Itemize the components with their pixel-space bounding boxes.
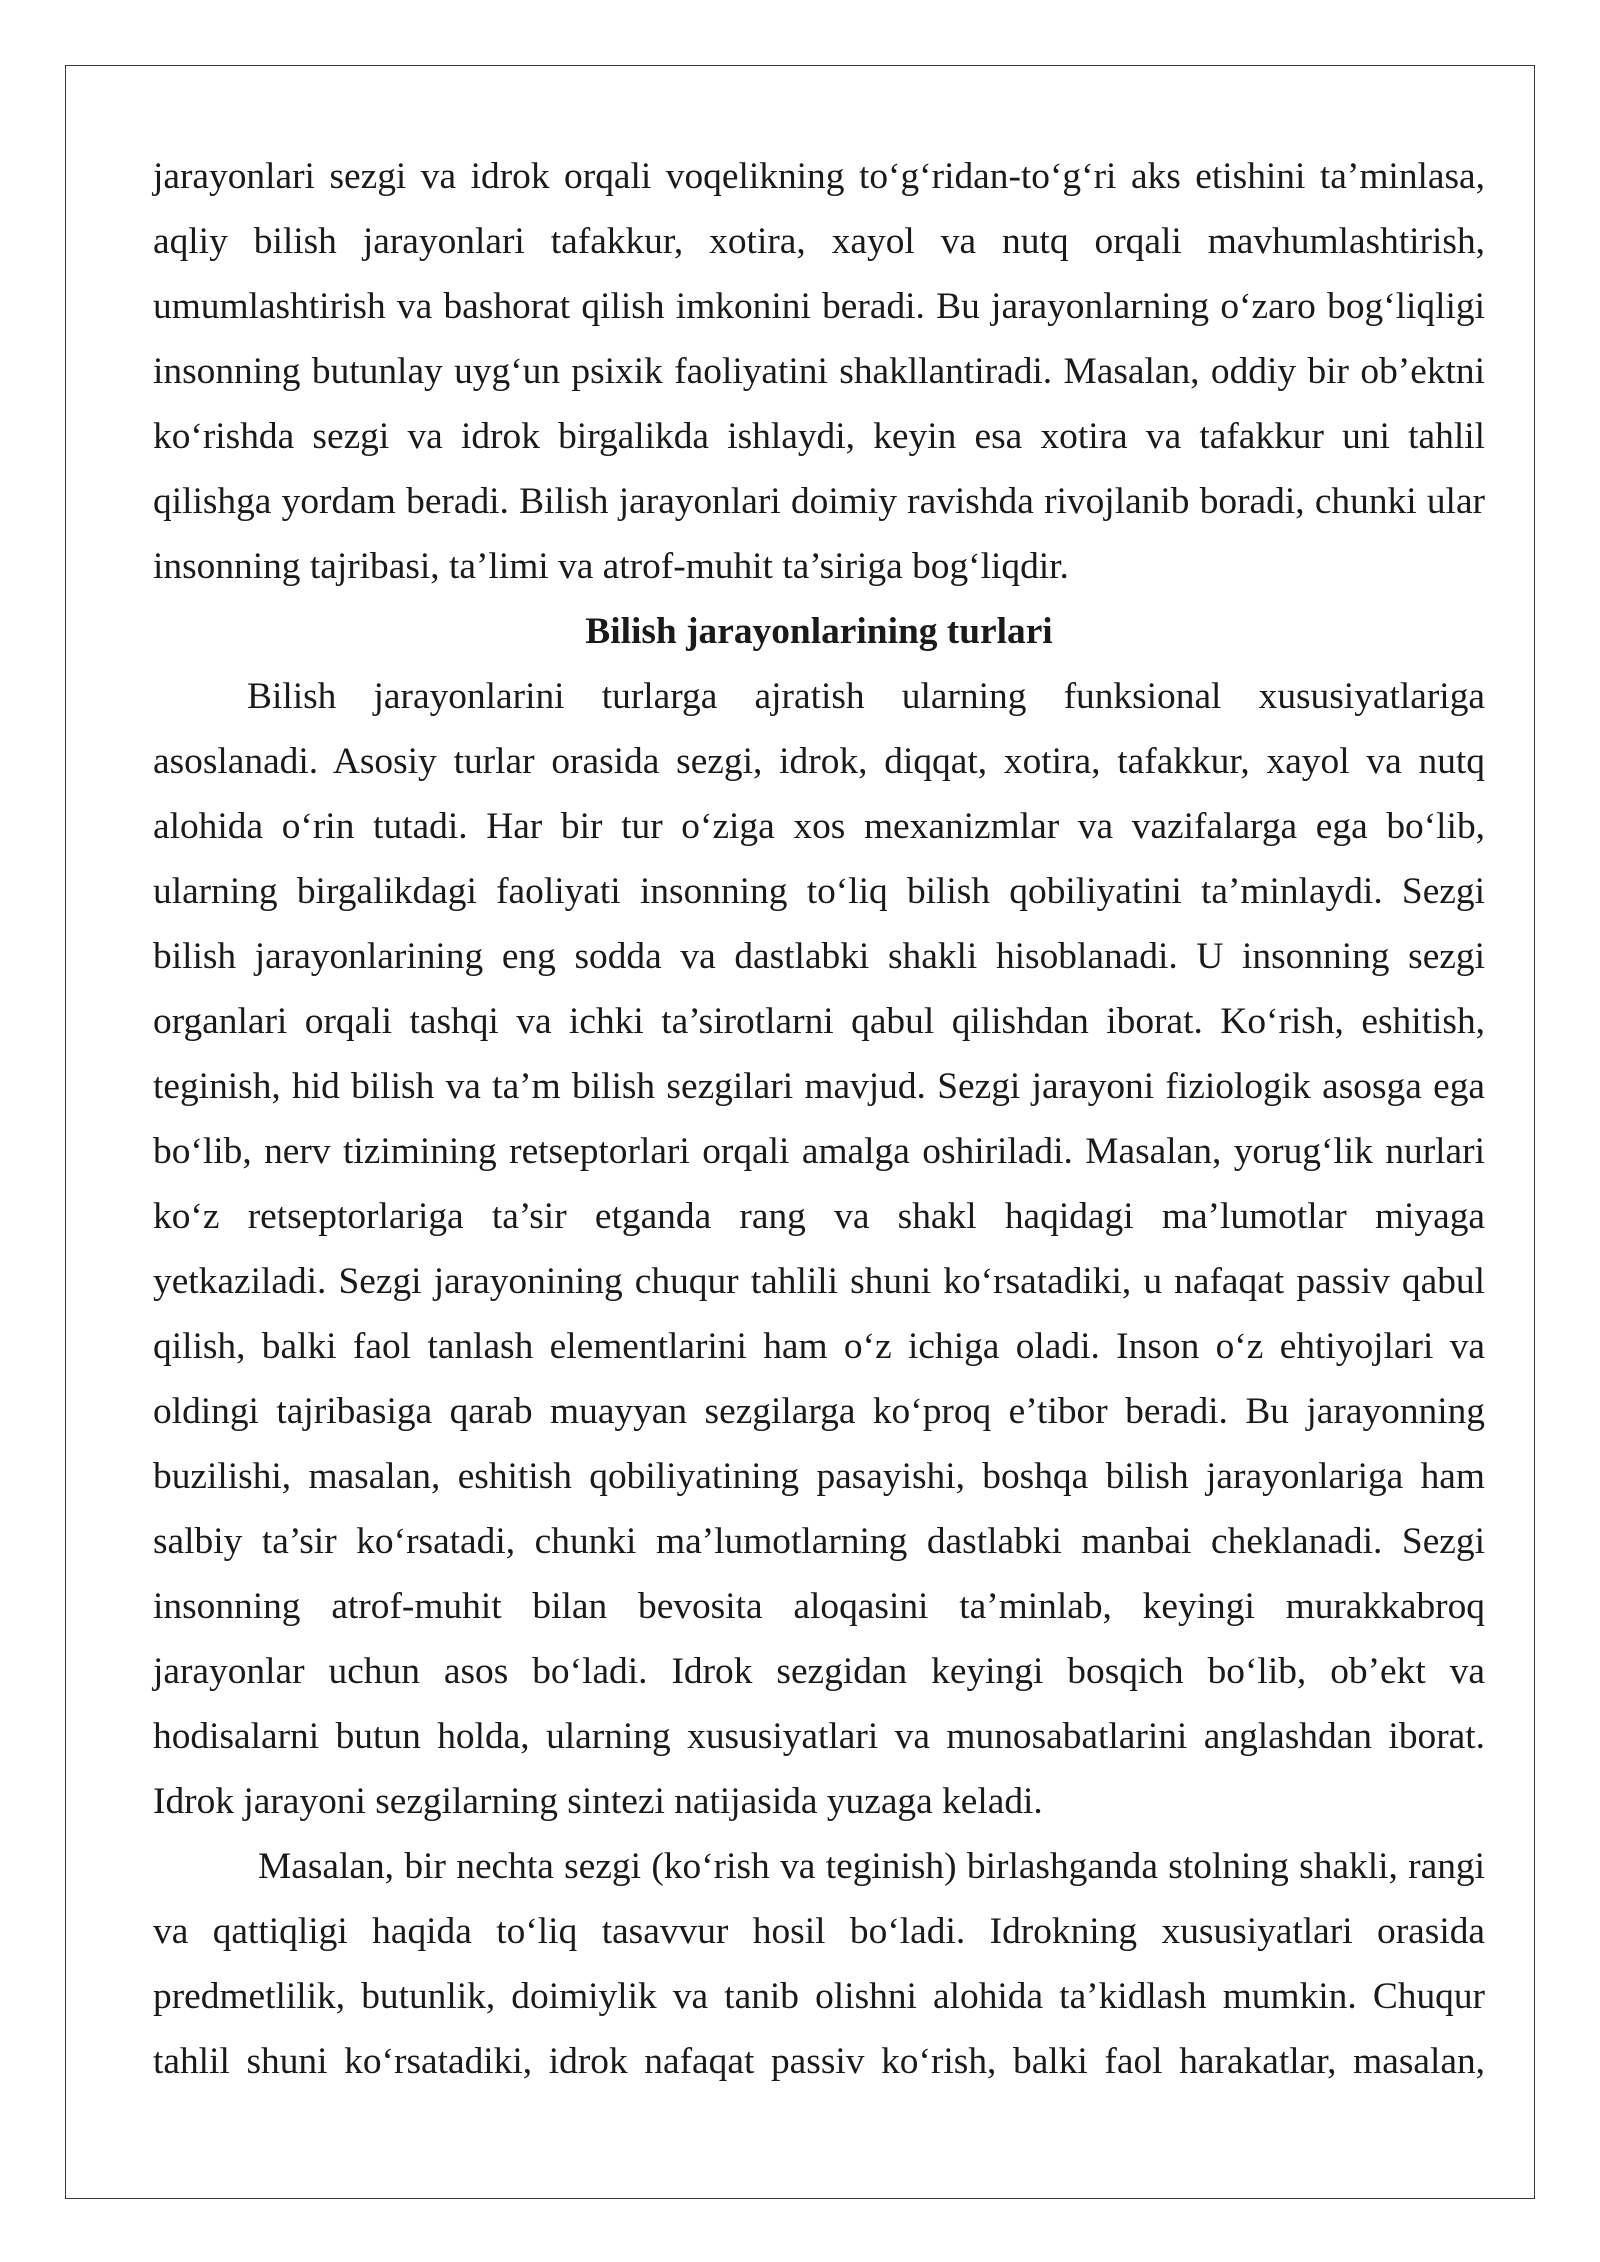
text-line: ko‘rishda sezgi va idrok birgalikda ishlaydi, keyin esa xotira va tafakkur uni tahlil <box>153 416 1485 457</box>
text-line: yetkaziladi. Sezgi jarayonining chuqur tahlili shuni ko‘rsatadiki, u nafaqat passiv qabul <box>153 1261 1485 1302</box>
paragraph <box>153 1834 1485 2094</box>
text-line: insonning butunlay uyg‘un psixik faoliyatini shakllantiradi. Masalan, oddiy bir ob’ektni <box>153 351 1485 392</box>
paragraph <box>153 664 1485 1834</box>
text-line: ko‘z retseptorlariga ta’sir etganda rang va shakl haqidagi ma’lumotlar miyaga <box>153 1196 1485 1237</box>
text-line: qilishga yordam beradi. Bilish jarayonlari doimiy ravishda rivojlanib boradi, chunki ular <box>153 481 1485 522</box>
text-line: insonning tajribasi, ta’limi va atrof-muhit ta’siriga bog‘liqdir. <box>153 546 1069 587</box>
text-line: tahlil shuni ko‘rsatadiki, idrok nafaqat passiv ko‘rish, balki faol harakatlar, masalan, <box>153 2041 1485 2082</box>
text-line: ularning birgalikdagi faoliyati insonning to‘liq bilish qobiliyatini ta’minlaydi. Sezgi <box>153 871 1485 912</box>
text-line: jarayonlari sezgi va idrok orqali voqelikning to‘g‘ridan-to‘g‘ri aks etishini ta’minlasa, <box>153 156 1485 197</box>
text-line: umumlashtirish va bashorat qilish imkonini beradi. Bu jarayonlarning o‘zaro bog‘liqligi <box>153 286 1485 327</box>
section-heading: Bilish jarayonlarining turlari <box>585 611 1053 652</box>
text-line: Idrok jarayoni sezgilarning sintezi natijasida yuzaga keladi. <box>153 1781 1043 1822</box>
text-line: va qattiqligi haqida to‘liq tasavvur hosil bo‘ladi. Idrokning xususiyatlari orasida <box>153 1911 1485 1952</box>
text-line: alohida o‘rin tutadi. Har bir tur o‘ziga xos mexanizmlar va vazifalarga ega bo‘lib, <box>153 806 1485 847</box>
text-line: qilish, balki faol tanlash elementlarini ham o‘z ichiga oladi. Inson o‘z ehtiyojlari va <box>153 1326 1485 1367</box>
text-line: hodisalarni butun holda, ularning xususiyatlari va munosabatlarini anglashdan iborat. <box>153 1716 1485 1757</box>
text-line: organlari orqali tashqi va ichki ta’sirotlarni qabul qilishdan iborat. Ko‘rish, eshitish, <box>153 1001 1485 1042</box>
paragraph <box>153 144 1485 599</box>
text-line: Bilish jarayonlarini turlarga ajratish ularning funksional xususiyatlariga <box>247 676 1485 717</box>
text-line: jarayonlar uchun asos bo‘ladi. Idrok sezgidan keyingi bosqich bo‘lib, ob’ekt va <box>153 1651 1485 1692</box>
text-line: insonning atrof-muhit bilan bevosita aloqasini ta’minlab, keyingi murakkabroq <box>153 1586 1485 1627</box>
text-line: predmetlilik, butunlik, doimiylik va tanib olishni alohida ta’kidlash mumkin. Chuqur <box>153 1976 1485 2017</box>
text-line: bo‘lib, nerv tizimining retseptorlari orqali amalga oshiriladi. Masalan, yorug‘lik nurlari <box>153 1131 1485 1172</box>
page-body <box>153 144 1485 2094</box>
text-line: salbiy ta’sir ko‘rsatadi, chunki ma’lumotlarning dastlabki manbai cheklanadi. Sezgi <box>153 1521 1485 1562</box>
text-line: bilish jarayonlarining eng sodda va dastlabki shakli hisoblanadi. U insonning sezgi <box>153 936 1485 977</box>
text-line: aqliy bilish jarayonlari tafakkur, xotira, xayol va nutq orqali mavhumlashtirish, <box>153 221 1485 262</box>
text-line: teginish, hid bilish va ta’m bilish sezgilari mavjud. Sezgi jarayoni fiziologik asosga ega <box>153 1066 1485 1107</box>
text-line: Masalan, bir nechta sezgi (ko‘rish va teginish) birlashganda stolning shakli, rangi <box>258 1846 1485 1887</box>
text-line: oldingi tajribasiga qarab muayyan sezgilarga ko‘proq e’tibor beradi. Bu jarayonning <box>153 1391 1485 1432</box>
text-line: asoslanadi. Asosiy turlar orasida sezgi, idrok, diqqat, xotira, tafakkur, xayol va nutq <box>153 741 1485 782</box>
text-line: buzilishi, masalan, eshitish qobiliyatining pasayishi, boshqa bilish jarayonlariga ham <box>153 1456 1485 1497</box>
